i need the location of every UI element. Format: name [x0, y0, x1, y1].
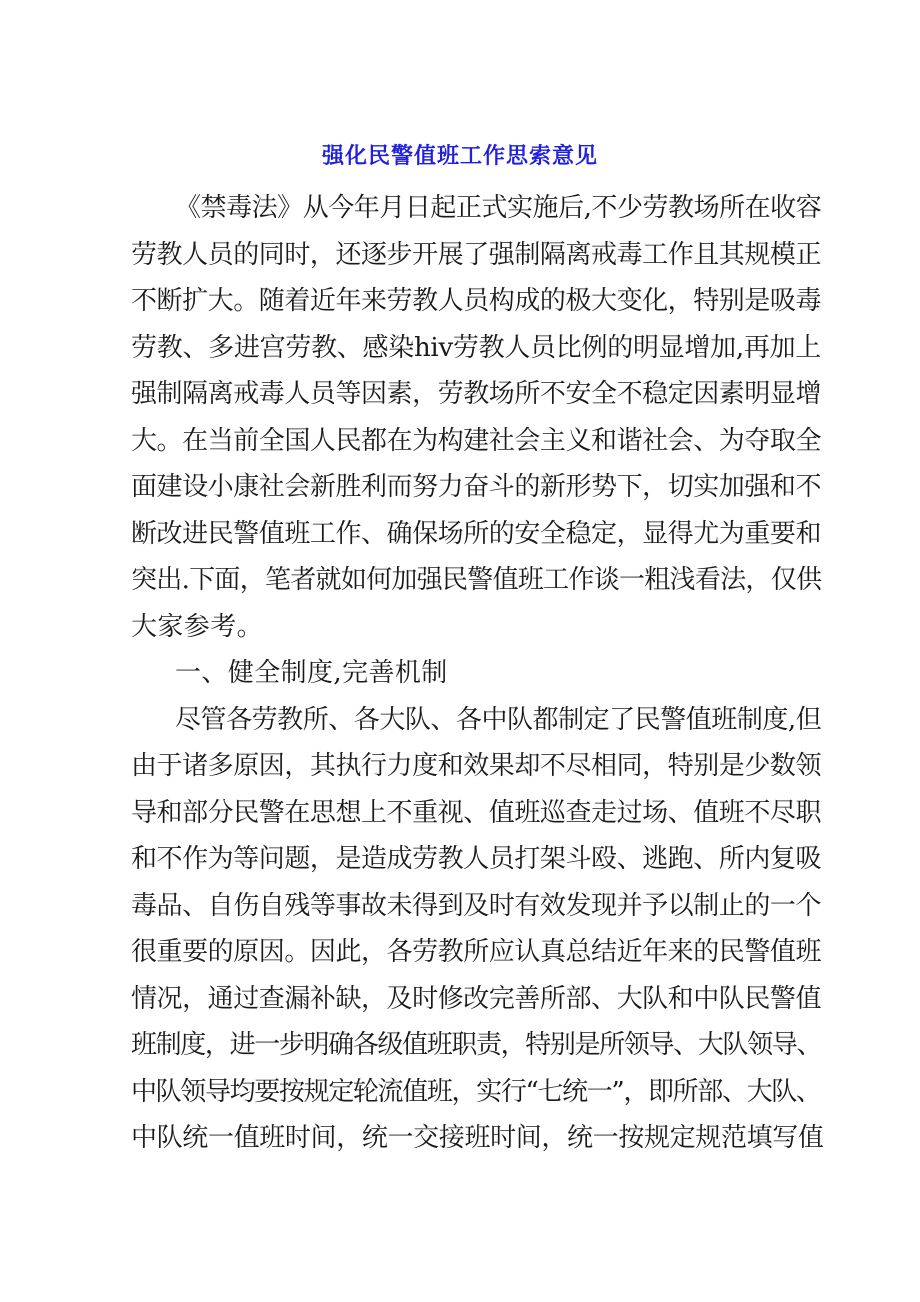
text-line: 中队统一值班时间，统一交接班时间，统一按规定规范填写值	[131, 1123, 824, 1153]
text-line: 劳教人员的同时，还逐步开展了强制隔离戒毒工作且其规模正	[131, 239, 822, 270]
text-line: 大。在当前全国人民都在为构建社会主义和谐社会、为夺取全	[131, 425, 822, 456]
text-line: 中队领导均要按规定轮流值班，实行“七统一”，即所部、大队、	[131, 1076, 821, 1107]
text-line: 班制度，进一步明确各级值班职责，特别是所领导、大队领导、	[131, 1030, 822, 1060]
text-line: 很重要的原因。因此，各劳教所应认真总结近年来的民警值班	[131, 937, 822, 967]
text-line: 断改进民警值班工作、确保场所的安全稳定，显得尤为重要和	[131, 518, 822, 549]
text-line: 情况，通过查漏补缺，及时修改完善所部、大队和中队民警值	[131, 983, 822, 1014]
text-line: 《禁毒法》从今年月日起正式实施后,不少劳教场所在收容	[175, 193, 822, 223]
text-line: 导和部分民警在思想上不重视、值班巡查走过场、值班不尽职	[131, 797, 822, 828]
text-line: 尽管各劳教所、各大队、各中队都制定了民警值班制度,但	[175, 704, 822, 735]
text-line: 由于诸多原因，其执行力度和效果却不尽相同，特别是少数领	[131, 751, 822, 781]
text-line: 毒品、自伤自残等事故未得到及时有效发现并予以制止的一个	[131, 890, 822, 921]
text-line: 和不作为等问题，是造成劳教人员打架斗殴、逃跑、所内复吸	[131, 844, 822, 874]
text-line: 面建设小康社会新胜利而努力奋斗的新形势下，切实加强和不	[131, 472, 822, 502]
document-body	[131, 185, 824, 1162]
page-title: 强化民警值班工作思索意见	[321, 144, 598, 169]
text-line: 劳教、多进宫劳教、感染hiv劳教人员比例的明显增加,再加上	[131, 332, 822, 363]
text-line: 强制隔离戒毒人员等因素，劳教场所不安全不稳定因素明显增	[131, 379, 822, 409]
text-line: 突出.下面，笔者就如何加强民警值班工作谈一粗浅看法，仅供	[131, 565, 822, 595]
text-line: 大家参考。	[131, 611, 264, 642]
text-line: 一、健全制度,完善机制	[175, 658, 448, 688]
text-line: 不断扩大。随着近年来劳教人员构成的极大变化，特别是吸毒	[131, 286, 822, 316]
